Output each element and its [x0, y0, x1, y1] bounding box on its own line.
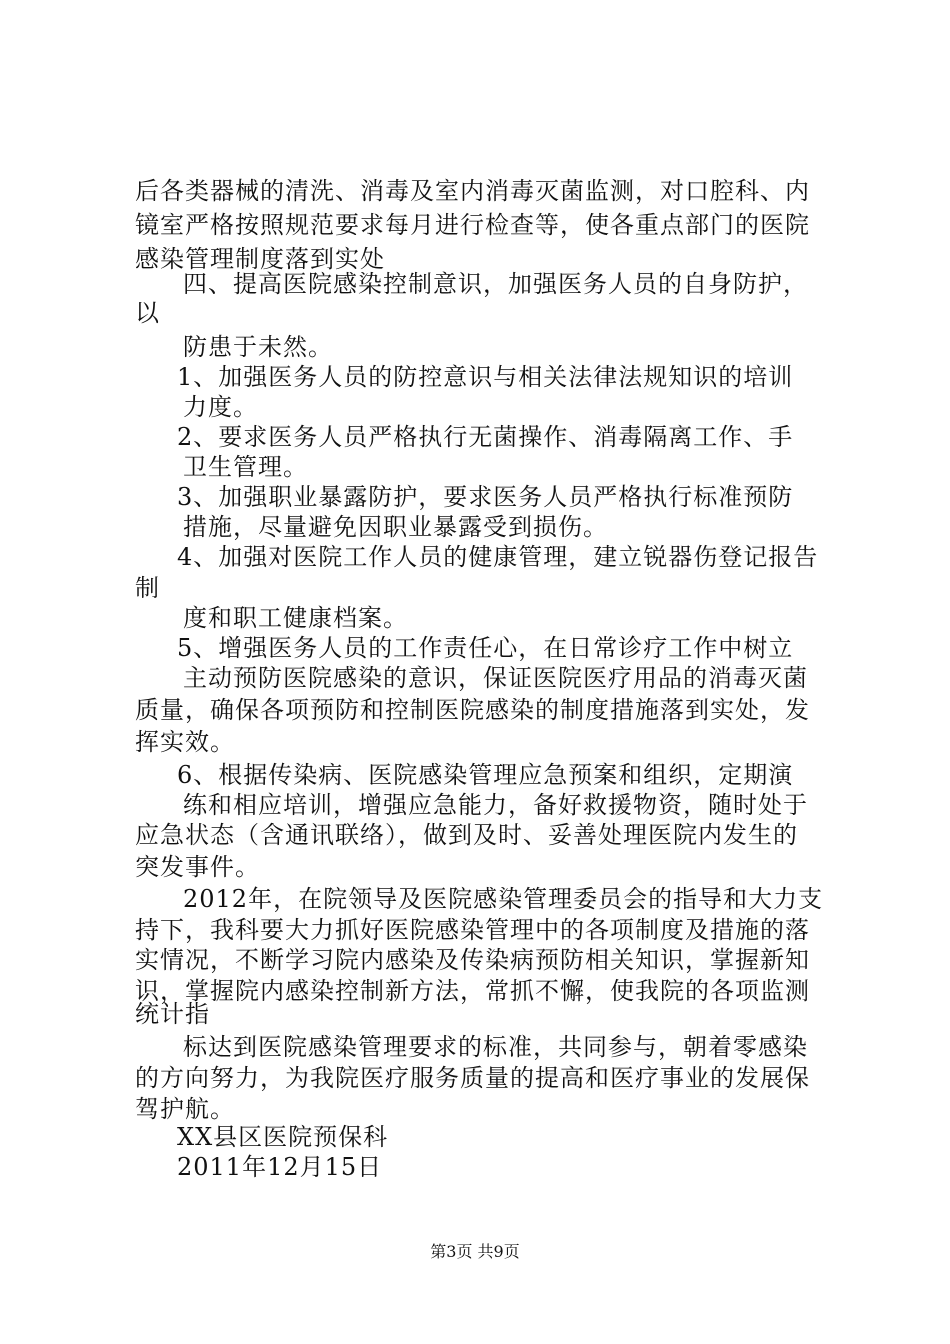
text-line: 镜室严格按照规范要求每月进行检查等，使各重点部门的医院 — [135, 211, 810, 239]
text-line: 卫生管理。 — [183, 453, 308, 481]
page-number-footer: 第3页 共9页 — [430, 1242, 520, 1261]
text-line: 主动预防医院感染的意识，保证医院医疗用品的消毒灭菌 — [183, 664, 808, 692]
text-line: 挥实效。 — [135, 728, 235, 756]
text-line: 1、加强医务人员的防控意识与相关法律法规知识的培训 — [177, 363, 794, 391]
text-line: 5、增强医务人员的工作责任心，在日常诊疗工作中树立 — [177, 634, 794, 662]
text-line: 应急状态（含通讯联络），做到及时、妥善处理医院内发生的 — [135, 821, 798, 849]
text-line: 2012年，在院领导及医院感染管理委员会的指导和大力支 — [183, 885, 824, 913]
text-line: 练和相应培训，增强应急能力，备好救援物资，随时处于 — [183, 791, 808, 819]
text-line: 感染管理制度落到实处 — [135, 245, 385, 273]
text-line: 措施，尽量避免因职业暴露受到损伤。 — [183, 513, 608, 541]
text-line: 以 — [135, 299, 160, 327]
text-line: 质量，确保各项预防和控制医院感染的制度措施落到实处，发 — [135, 696, 810, 724]
text-line: 持下，我科要大力抓好医院感染管理中的各项制度及措施的落 — [135, 916, 810, 944]
text-line: 6、根据传染病、医院感染管理应急预案和组织，定期演 — [177, 761, 794, 789]
text-line: 标达到医院感染管理要求的标准，共同参与，朝着零感染 — [183, 1033, 808, 1061]
text-line: 实情况，不断学习院内感染及传染病预防相关知识，掌握新知 — [135, 946, 810, 974]
text-line: 4、加强对医院工作人员的健康管理，建立锐器伤登记报告 — [177, 543, 819, 571]
text-line: XX县区医院预保科 — [177, 1123, 389, 1151]
text-line: 2、要求医务人员严格执行无菌操作、消毒隔离工作、手 — [177, 423, 794, 451]
text-line: 2011年12月15日 — [177, 1153, 383, 1181]
text-line: 制 — [135, 574, 160, 602]
text-line: 识，掌握院内感染控制新方法，常抓不懈，使我院的各项监测 — [135, 977, 810, 1005]
text-line: 突发事件。 — [135, 853, 260, 881]
text-line: 驾护航。 — [135, 1095, 235, 1123]
text-line: 防患于未然。 — [183, 333, 333, 361]
text-line: 的方向努力，为我院医疗服务质量的提高和医疗事业的发展保 — [135, 1064, 810, 1092]
text-line: 力度。 — [183, 393, 258, 421]
text-line: 3、加强职业暴露防护，要求医务人员严格执行标准预防 — [177, 483, 794, 511]
text-line: 四、提高医院感染控制意识，加强医务人员的自身防护， — [183, 270, 808, 298]
text-line: 后各类器械的清洗、消毒及室内消毒灭菌监测，对口腔科、内 — [135, 177, 810, 205]
text-line: 统计指 — [135, 1000, 210, 1028]
text-line: 度和职工健康档案。 — [183, 604, 408, 632]
